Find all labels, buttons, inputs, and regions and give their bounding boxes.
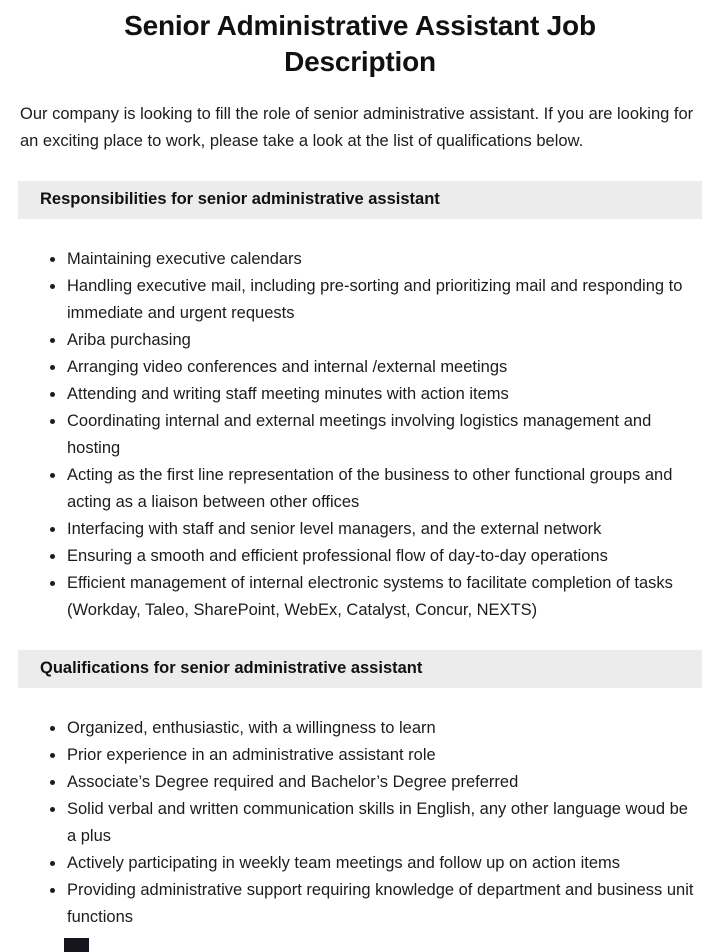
list-item: • Interfacing with staff and senior level managers, and the external network	[66, 516, 700, 543]
list-item: • Prior experience in an administrative assistant role	[66, 742, 700, 769]
list-item: • Efficient management of internal electronic systems to facilitate completion of tasks (Workday, Taleo, SharePoint, WebEx, Catalyst, Concur, NEXTS)	[66, 570, 700, 624]
qualifications-heading: Qualifications for senior administrative assistant	[40, 659, 423, 678]
list-item: • Acting as the first line representation of the business to other functional groups and acting as a liaison between other offices	[66, 462, 700, 516]
list-item: • Attending and writing staff meeting minutes with action items	[66, 381, 700, 408]
responsibilities-list	[20, 246, 700, 624]
page-title: Senior Administrative Assistant Job Description	[124, 10, 596, 77]
list-item: • Maintaining executive calendars	[66, 246, 700, 273]
list-item: • Solid verbal and written communication skills in English, any other language woud be a plus	[66, 796, 700, 850]
list-item: • Arranging video conferences and internal /external meetings	[66, 354, 700, 381]
list-item: • Actively participating in weekly team meetings and follow up on action items	[66, 850, 700, 877]
responsibilities-heading: Responsibilities for senior administrative assistant	[40, 190, 440, 209]
list-item: • Associate’s Degree required and Bachelor’s Degree preferred	[66, 769, 700, 796]
list-item: • Ensuring a smooth and efficient professional flow of day-to-day operations	[66, 543, 700, 570]
qualifications-section-header	[18, 650, 702, 688]
list-item: • Ariba purchasing	[66, 327, 700, 354]
list-item: • Coordinating internal and external meetings involving logistics management and hosting	[66, 408, 700, 462]
partial-bottom-logo	[64, 938, 89, 952]
list-item: • Handling executive mail, including pre-sorting and prioritizing mail and responding to immediate and urgent requests	[66, 273, 700, 327]
qualifications-list	[20, 715, 700, 931]
responsibilities-section-header	[18, 181, 702, 219]
list-item: • Organized, enthusiastic, with a willingness to learn	[66, 715, 700, 742]
intro-paragraph: Our company is looking to fill the role of senior administrative assistant. If you are looking for an exciting place to work, please take a look at the list of qualifications below.	[20, 105, 694, 151]
list-item: • Providing administrative support requiring knowledge of department and business unit functions	[66, 877, 700, 931]
